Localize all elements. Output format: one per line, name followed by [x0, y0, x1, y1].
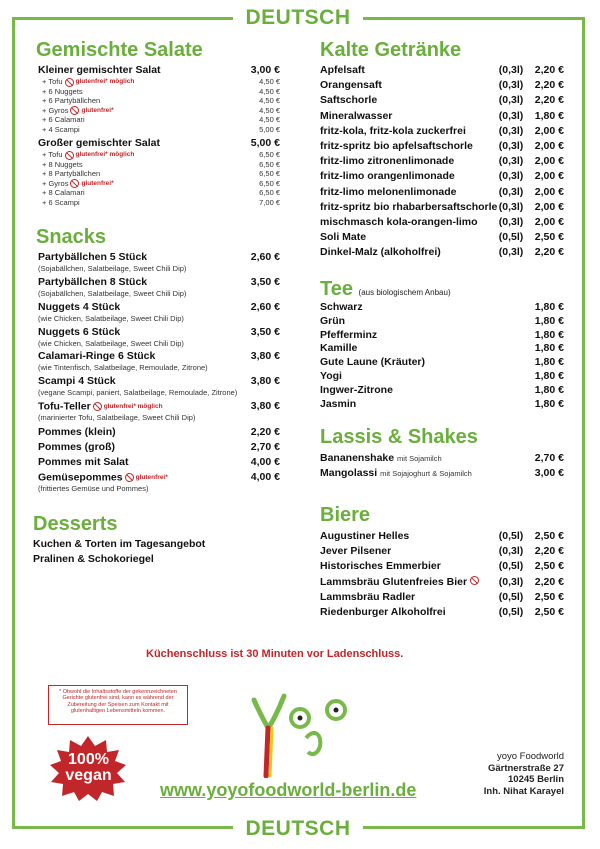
salad-name: Kleiner gemischter Salat — [38, 64, 161, 76]
tea-name: Jasmin — [320, 397, 357, 410]
tea-price: 1,80 € — [534, 301, 564, 313]
snack-name: Gemüsepommes glutenfrei* — [38, 471, 168, 484]
tea-price: 1,80 € — [534, 342, 564, 355]
snack-desc: (wie Tintenfisch, Salatbeilage, Remoulade, Zitrone) — [38, 363, 208, 372]
drink-row — [320, 155, 564, 168]
salad-addon-name: + 6 Calamari — [42, 115, 85, 124]
drink-name: Soli Mate — [320, 231, 367, 244]
salate-title: Gemischte Salate — [36, 39, 203, 61]
beer-volume: (0,3l) — [498, 545, 524, 558]
tea-row — [320, 315, 564, 328]
drink-price: 2,00 € — [534, 124, 564, 137]
drink-row — [320, 231, 564, 244]
snack-price: 2,60 € — [250, 301, 280, 313]
tee-note: (aus biologischem Anbau) — [358, 288, 451, 297]
glutenfree-label: glutenfrei* — [81, 179, 114, 187]
drink-name: fritz-limo melonenlimonade — [320, 185, 457, 198]
tea-price: 1,80 € — [534, 328, 564, 341]
drink-row — [320, 110, 564, 123]
salad-addon-row — [42, 160, 280, 170]
salad-addon-price: 4,50 € — [259, 86, 280, 96]
drink-volume: (0,5l) — [498, 231, 524, 244]
drink-row — [320, 64, 564, 77]
shake-price: 3,00 € — [534, 467, 564, 479]
snack-price: 2,20 € — [250, 426, 280, 438]
address-line-3: 10245 Berlin — [508, 774, 564, 785]
tea-price: 1,80 € — [534, 356, 564, 369]
biere-title: Biere — [320, 504, 371, 526]
drink-row — [320, 186, 564, 199]
salad-addon-row — [42, 96, 280, 106]
snack-name: Nuggets 4 Stück — [38, 301, 121, 313]
kalte-title: Kalte Getränke — [320, 39, 462, 61]
salad-name: Großer gemischter Salat — [38, 137, 160, 149]
salad-addon-row — [42, 77, 280, 87]
salad-addon-name: + Tofu glutenfrei* möglich — [42, 150, 135, 159]
drink-name: fritz-spritz bio apfelsaftschorle — [320, 140, 473, 152]
drink-row — [320, 79, 564, 92]
drink-volume: (0,3l) — [498, 216, 524, 228]
drink-row — [320, 201, 564, 214]
drink-price: 2,00 € — [534, 216, 564, 228]
snack-desc: (frittiertes Gemüse und Pommes) — [38, 484, 149, 493]
beer-volume: (0,3l) — [498, 575, 524, 588]
snack-row — [38, 456, 280, 469]
website-link[interactable]: www.yoyofoodworld-berlin.de — [160, 780, 417, 800]
drink-row — [320, 246, 564, 259]
dessert-item-2: Pralinen & Schokoriegel — [33, 553, 154, 565]
drink-price: 2,20 € — [534, 79, 564, 92]
shake-row — [320, 452, 564, 465]
snack-price: 4,00 € — [250, 471, 280, 484]
salad-addon-name: + 6 Partybällchen — [42, 96, 101, 105]
snack-name: Tofu-Teller glutenfrei* möglich — [38, 400, 163, 413]
salad-price: 5,00 € — [250, 137, 280, 149]
shake-name: Bananenshake mit Sojamilch — [320, 452, 442, 464]
beer-name: Lammsbräu Radler — [320, 590, 416, 603]
no-gluten-icon — [70, 179, 79, 188]
beer-name: Riedenburger Alkoholfrei — [320, 606, 446, 618]
beer-name: Augustiner Helles — [320, 530, 410, 542]
snack-name: Pommes (groß) — [38, 441, 116, 453]
salad-addon-price: 5,00 € — [259, 124, 280, 134]
tea-price: 1,80 € — [534, 383, 564, 396]
snack-desc: (wie Chicken, Salatbeilage, Sweet Chili Dip) — [38, 314, 184, 323]
snack-row — [38, 276, 280, 289]
salad-addon-row — [42, 115, 280, 125]
beer-name: Historisches Emmerbier — [320, 560, 441, 573]
drink-price: 2,00 € — [534, 170, 564, 183]
salad-addon-price: 6,50 € — [259, 150, 280, 159]
salad-addon-price: 6,50 € — [259, 178, 280, 188]
drink-volume: (0,3l) — [498, 79, 524, 92]
snack-name: Partybällchen 5 Stück — [38, 251, 148, 263]
salad-addon-price: 6,50 € — [259, 159, 280, 169]
salad-addon-row — [42, 198, 280, 208]
drink-name: fritz-spritz bio rhabarbersaftschorle — [320, 200, 498, 213]
beer-volume: (0,5l) — [498, 560, 524, 573]
glutenfree-tag — [93, 400, 163, 413]
drink-volume: (0,3l) — [498, 155, 524, 168]
salad-addon-name: + 6 Scampi — [42, 197, 80, 207]
gluten-disclaimer: * Obwohl die Inhaltsstoffe der gekennzeichneten Gerichte glutenfrei sind, kann es während der Zubereitung der Speisen zum Kontakt mit glutenhaltigen Lebensmitteln kommen. — [48, 685, 188, 725]
salad-price: 3,00 € — [250, 64, 280, 76]
tea-price: 1,80 € — [534, 397, 564, 410]
beer-row — [320, 560, 564, 573]
tea-row — [320, 384, 564, 397]
shake-price: 2,70 € — [534, 452, 564, 464]
glutenfree-label: glutenfrei* möglich — [75, 78, 135, 86]
beer-row — [320, 530, 564, 543]
salad-addon-name: + Gyros glutenfrei* — [42, 105, 114, 115]
snack-desc: (Sojabällchen, Salatbeilage, Sweet Chili Dip) — [38, 289, 187, 298]
shake-desc: mit Sojamilch — [397, 454, 442, 463]
drink-volume: (0,3l) — [498, 109, 524, 122]
beer-price: 2,50 € — [534, 560, 564, 573]
glutenfree-label: glutenfrei* möglich — [75, 151, 135, 159]
salad-addon-row — [42, 125, 280, 135]
snack-desc: (marinierter Tofu, Salatbeilage, Sweet Chili Dip) — [38, 413, 196, 422]
snack-name: Partybällchen 8 Stück — [38, 276, 148, 288]
salad-addon-row — [42, 188, 280, 198]
drink-volume: (0,3l) — [498, 94, 524, 107]
drink-name: Saftschorle — [320, 94, 378, 107]
salad-addon-price: 6,50 € — [259, 188, 280, 197]
beer-price: 2,20 € — [534, 575, 564, 588]
drink-row — [320, 170, 564, 183]
language-label-bottom: DEUTSCH — [233, 817, 363, 841]
drink-price: 2,00 € — [534, 185, 564, 198]
salad-addon-price: 6,50 € — [259, 169, 280, 178]
salad-addon-price: 4,50 € — [259, 105, 280, 115]
snack-price: 2,60 € — [250, 251, 280, 263]
snack-row — [38, 471, 280, 484]
salad-addon-row — [42, 87, 280, 97]
drink-volume: (0,3l) — [498, 185, 524, 198]
salad-addon-name: + 8 Calamari — [42, 188, 85, 197]
salad-addon-price: 4,50 € — [259, 77, 280, 86]
tea-name: Schwarz — [320, 301, 363, 313]
drink-price: 2,20 € — [534, 246, 564, 259]
beer-volume: (0,5l) — [498, 606, 524, 618]
snack-name: Calamari-Ringe 6 Stück — [38, 350, 156, 362]
beer-row — [320, 545, 564, 558]
beer-row — [320, 591, 564, 604]
snack-price: 3,50 € — [250, 276, 280, 288]
beer-price: 2,50 € — [534, 590, 564, 603]
beer-name: Jever Pilsener — [320, 545, 392, 558]
drink-volume: (0,3l) — [498, 124, 524, 137]
snack-name: Pommes mit Salat — [38, 456, 129, 468]
snack-name: Nuggets 6 Stück — [38, 326, 121, 338]
beer-volume: (0,5l) — [498, 590, 524, 603]
salad-addon-price: 4,50 € — [259, 96, 280, 105]
snack-row — [38, 251, 280, 264]
yoyo-logo-icon — [248, 688, 363, 778]
tea-row — [320, 301, 564, 314]
salad-addon-name: + Tofu glutenfrei* möglich — [42, 77, 135, 86]
glutenfree-tag — [125, 471, 168, 484]
snack-name: Scampi 4 Stück — [38, 375, 116, 387]
drink-name: fritz-kola, fritz-kola zuckerfrei — [320, 124, 466, 137]
drink-row — [320, 125, 564, 138]
drink-price: 1,80 € — [534, 109, 564, 122]
tea-name: Yogi — [320, 370, 342, 382]
address-line-2: Gärtnerstraße 27 — [487, 762, 564, 774]
tea-row — [320, 398, 564, 411]
salad-addon-row — [42, 179, 280, 189]
tea-name: Pfefferminz — [320, 328, 378, 341]
no-gluten-icon — [93, 402, 102, 411]
address-line-4: Inh. Nihat Karayel — [483, 785, 564, 797]
snack-row — [38, 350, 280, 363]
tea-row — [320, 356, 564, 369]
salad-addon-row — [42, 106, 280, 116]
snack-row — [38, 326, 280, 339]
snack-price: 3,80 € — [250, 350, 280, 362]
drink-row — [320, 140, 564, 153]
beer-row — [320, 606, 564, 619]
beer-price: 2,50 € — [534, 530, 564, 542]
address-block — [484, 751, 564, 797]
salad-addon-row — [42, 150, 280, 160]
tea-name: Grün — [320, 314, 346, 327]
drink-name: fritz-limo orangenlimonade — [320, 170, 455, 183]
snack-row — [38, 426, 280, 439]
tea-name: Ingwer-Zitrone — [320, 383, 393, 396]
drink-name: Dinkel-Malz (alkoholfrei) — [320, 246, 441, 259]
drink-volume: (0,3l) — [498, 170, 524, 183]
drink-price: 2,50 € — [534, 231, 564, 244]
language-label-top: DEUTSCH — [233, 6, 363, 30]
drink-row — [320, 216, 564, 229]
no-gluten-icon — [470, 576, 479, 585]
glutenfree-label: glutenfrei* — [135, 474, 168, 481]
beer-price: 2,20 € — [534, 545, 564, 558]
salad-addon-price: 7,00 € — [259, 197, 280, 207]
salad-addon-name: + Gyros glutenfrei* — [42, 178, 114, 188]
drink-volume: (0,3l) — [498, 246, 524, 259]
no-gluten-icon — [65, 78, 74, 87]
salad-addon-name: + 8 Partybällchen — [42, 169, 101, 178]
drink-price: 2,00 € — [534, 140, 564, 152]
drink-name: Orangensaft — [320, 79, 382, 92]
snack-price: 3,50 € — [250, 326, 280, 338]
tea-price: 1,80 € — [534, 314, 564, 327]
snack-desc: (wie Chicken, Salatbeilage, Sweet Chili Dip) — [38, 339, 184, 348]
tea-name: Gute Laune (Kräuter) — [320, 356, 426, 369]
lassis-title: Lassis & Shakes — [320, 426, 478, 448]
drink-name: fritz-limo zitronenlimonade — [320, 155, 455, 168]
snacks-title: Snacks — [36, 226, 107, 248]
snack-row — [38, 301, 280, 314]
snack-row — [38, 375, 280, 388]
drink-row — [320, 94, 564, 107]
snack-desc: (Sojabällchen, Salatbeilage, Sweet Chili Dip) — [38, 264, 187, 273]
shake-name: Mangolassi mit Sojajoghurt & Sojamilch — [320, 467, 472, 479]
address-line-1: yoyo Foodworld — [496, 751, 564, 762]
salad-addon-name: + 8 Nuggets — [42, 159, 83, 169]
drink-name: Apfelsaft — [320, 64, 365, 76]
tea-price: 1,80 € — [534, 370, 564, 382]
beer-volume: (0,5l) — [498, 530, 524, 542]
drink-name: Mineralwasser — [320, 109, 393, 122]
beer-name: Lammsbräu Glutenfreies Bier — [320, 576, 499, 589]
drink-volume: (0,3l) — [498, 64, 524, 76]
drink-price: 2,00 € — [534, 155, 564, 168]
tee-title: Tee (aus biologischem Anbau) — [320, 278, 451, 300]
tea-row — [320, 370, 564, 383]
tea-row — [320, 329, 564, 342]
drink-volume: (0,3l) — [498, 140, 524, 152]
drink-price: 2,00 € — [534, 200, 564, 213]
salad-addon-name: + 4 Scampi — [42, 124, 80, 134]
salad-row — [38, 137, 280, 150]
snack-price: 3,80 € — [250, 375, 280, 387]
dessert-item-1: Kuchen & Torten im Tagesangebot — [33, 538, 206, 550]
salad-addon-name: + 6 Nuggets — [42, 86, 83, 96]
glutenfree-label: glutenfrei* — [81, 106, 114, 114]
snack-price: 3,80 € — [250, 400, 280, 413]
snack-row — [38, 441, 280, 454]
vegan-badge — [46, 736, 131, 801]
drink-name: mischmasch kola-orangen-limo — [320, 216, 478, 228]
snack-desc: (vegane Scampi, paniert, Salatbeilage, Remoulade, Zitrone) — [38, 388, 238, 397]
tea-name: Kamille — [320, 342, 358, 355]
drink-price: 2,20 € — [534, 64, 564, 76]
shake-desc: mit Sojajoghurt & Sojamilch — [380, 469, 472, 478]
no-gluten-icon — [70, 106, 79, 115]
glutenfree-label: glutenfrei* möglich — [103, 403, 163, 410]
vegan-badge-line1: 100% — [68, 751, 109, 768]
no-gluten-icon — [65, 151, 74, 160]
snack-price: 4,00 € — [250, 456, 280, 468]
tea-row — [320, 342, 564, 355]
shake-row — [320, 467, 564, 480]
desserts-title: Desserts — [33, 513, 118, 535]
salad-addon-row — [42, 169, 280, 179]
no-gluten-icon — [125, 473, 134, 482]
vegan-badge-line2: vegan — [65, 767, 112, 784]
salad-addon-price: 4,50 € — [259, 115, 280, 124]
salad-row — [38, 64, 280, 77]
snack-name: Pommes (klein) — [38, 426, 116, 438]
drink-price: 2,20 € — [534, 94, 564, 107]
snack-row — [38, 400, 280, 413]
beer-row — [320, 576, 564, 589]
drink-volume: (0,3l) — [498, 200, 524, 213]
snack-price: 2,70 € — [250, 441, 280, 453]
kitchen-closing-note: Küchenschluss ist 30 Minuten vor Ladenschluss. — [146, 648, 404, 660]
beer-price: 2,50 € — [534, 606, 564, 618]
